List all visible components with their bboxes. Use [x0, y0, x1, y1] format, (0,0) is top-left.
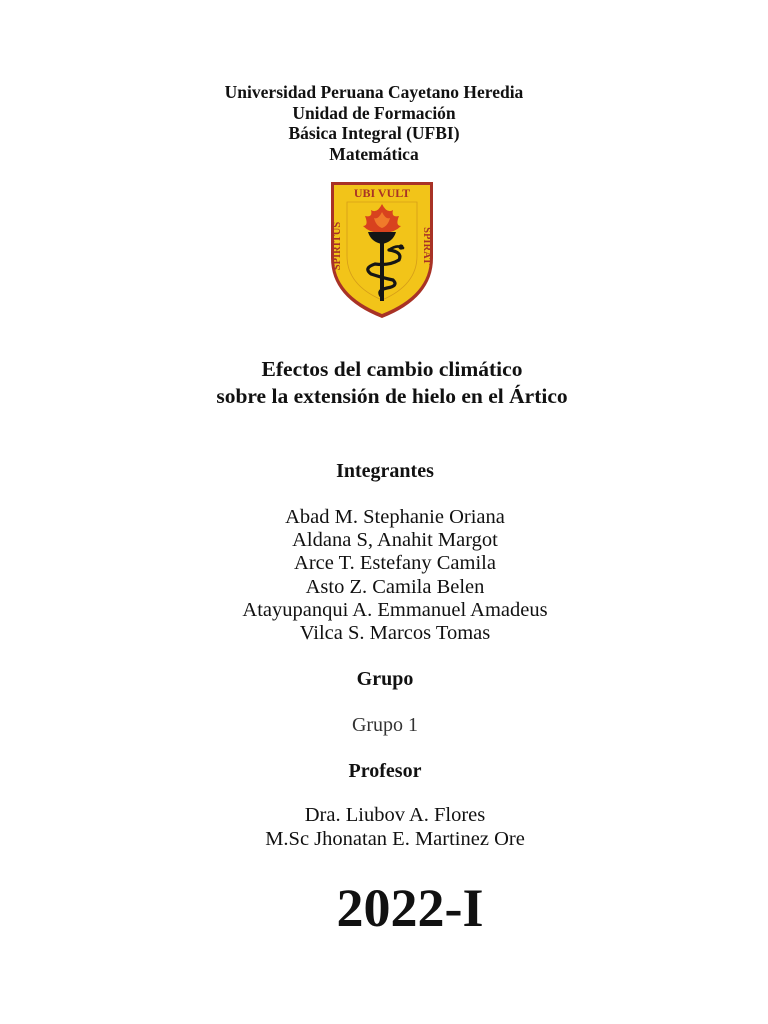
university-crest-logo [327, 180, 437, 320]
professor-name: M.Sc Jhonatan E. Martinez Ore [265, 827, 525, 850]
member-name: Arce T. Estefany Camila [294, 552, 496, 575]
crest-motto-top: UBI VULT [353, 186, 411, 200]
members-heading: Integrantes [336, 460, 434, 482]
member-name: Asto Z. Camila Belen [305, 575, 485, 598]
crest-motto-right: SPIRAT [421, 227, 432, 265]
member-name: Aldana S, Anahit Margot [292, 529, 498, 552]
professor-heading: Profesor [348, 760, 422, 782]
professors-list [0, 804, 768, 851]
group-name: Grupo 1 [351, 714, 419, 736]
members-list [0, 506, 768, 645]
unit-name: Unidad de Formación [292, 102, 456, 123]
crest-motto-left: SPIRITUS [332, 221, 343, 271]
member-name: Abad M. Stephanie Oriana [285, 506, 505, 528]
document-title [0, 356, 768, 410]
member-name: Atayupanqui A. Emmanuel Amadeus [242, 598, 548, 621]
title-line-2: sobre la extensión de hielo en el Ártico [216, 384, 568, 408]
title-line-1: Efectos del cambio climático [261, 357, 523, 381]
unit-name-continued: Básica Integral (UFBI) [288, 123, 460, 143]
university-header [0, 82, 748, 164]
member-name: Vilca S. Marcos Tomas [299, 622, 491, 645]
university-name: Universidad Peruana Cayetano Heredia [224, 82, 524, 102]
course-name: Matemática [329, 143, 419, 164]
professor-name: Dra. Liubov A. Flores [304, 804, 486, 826]
group-heading: Grupo [356, 668, 414, 690]
academic-term: 2022-I [336, 878, 484, 938]
